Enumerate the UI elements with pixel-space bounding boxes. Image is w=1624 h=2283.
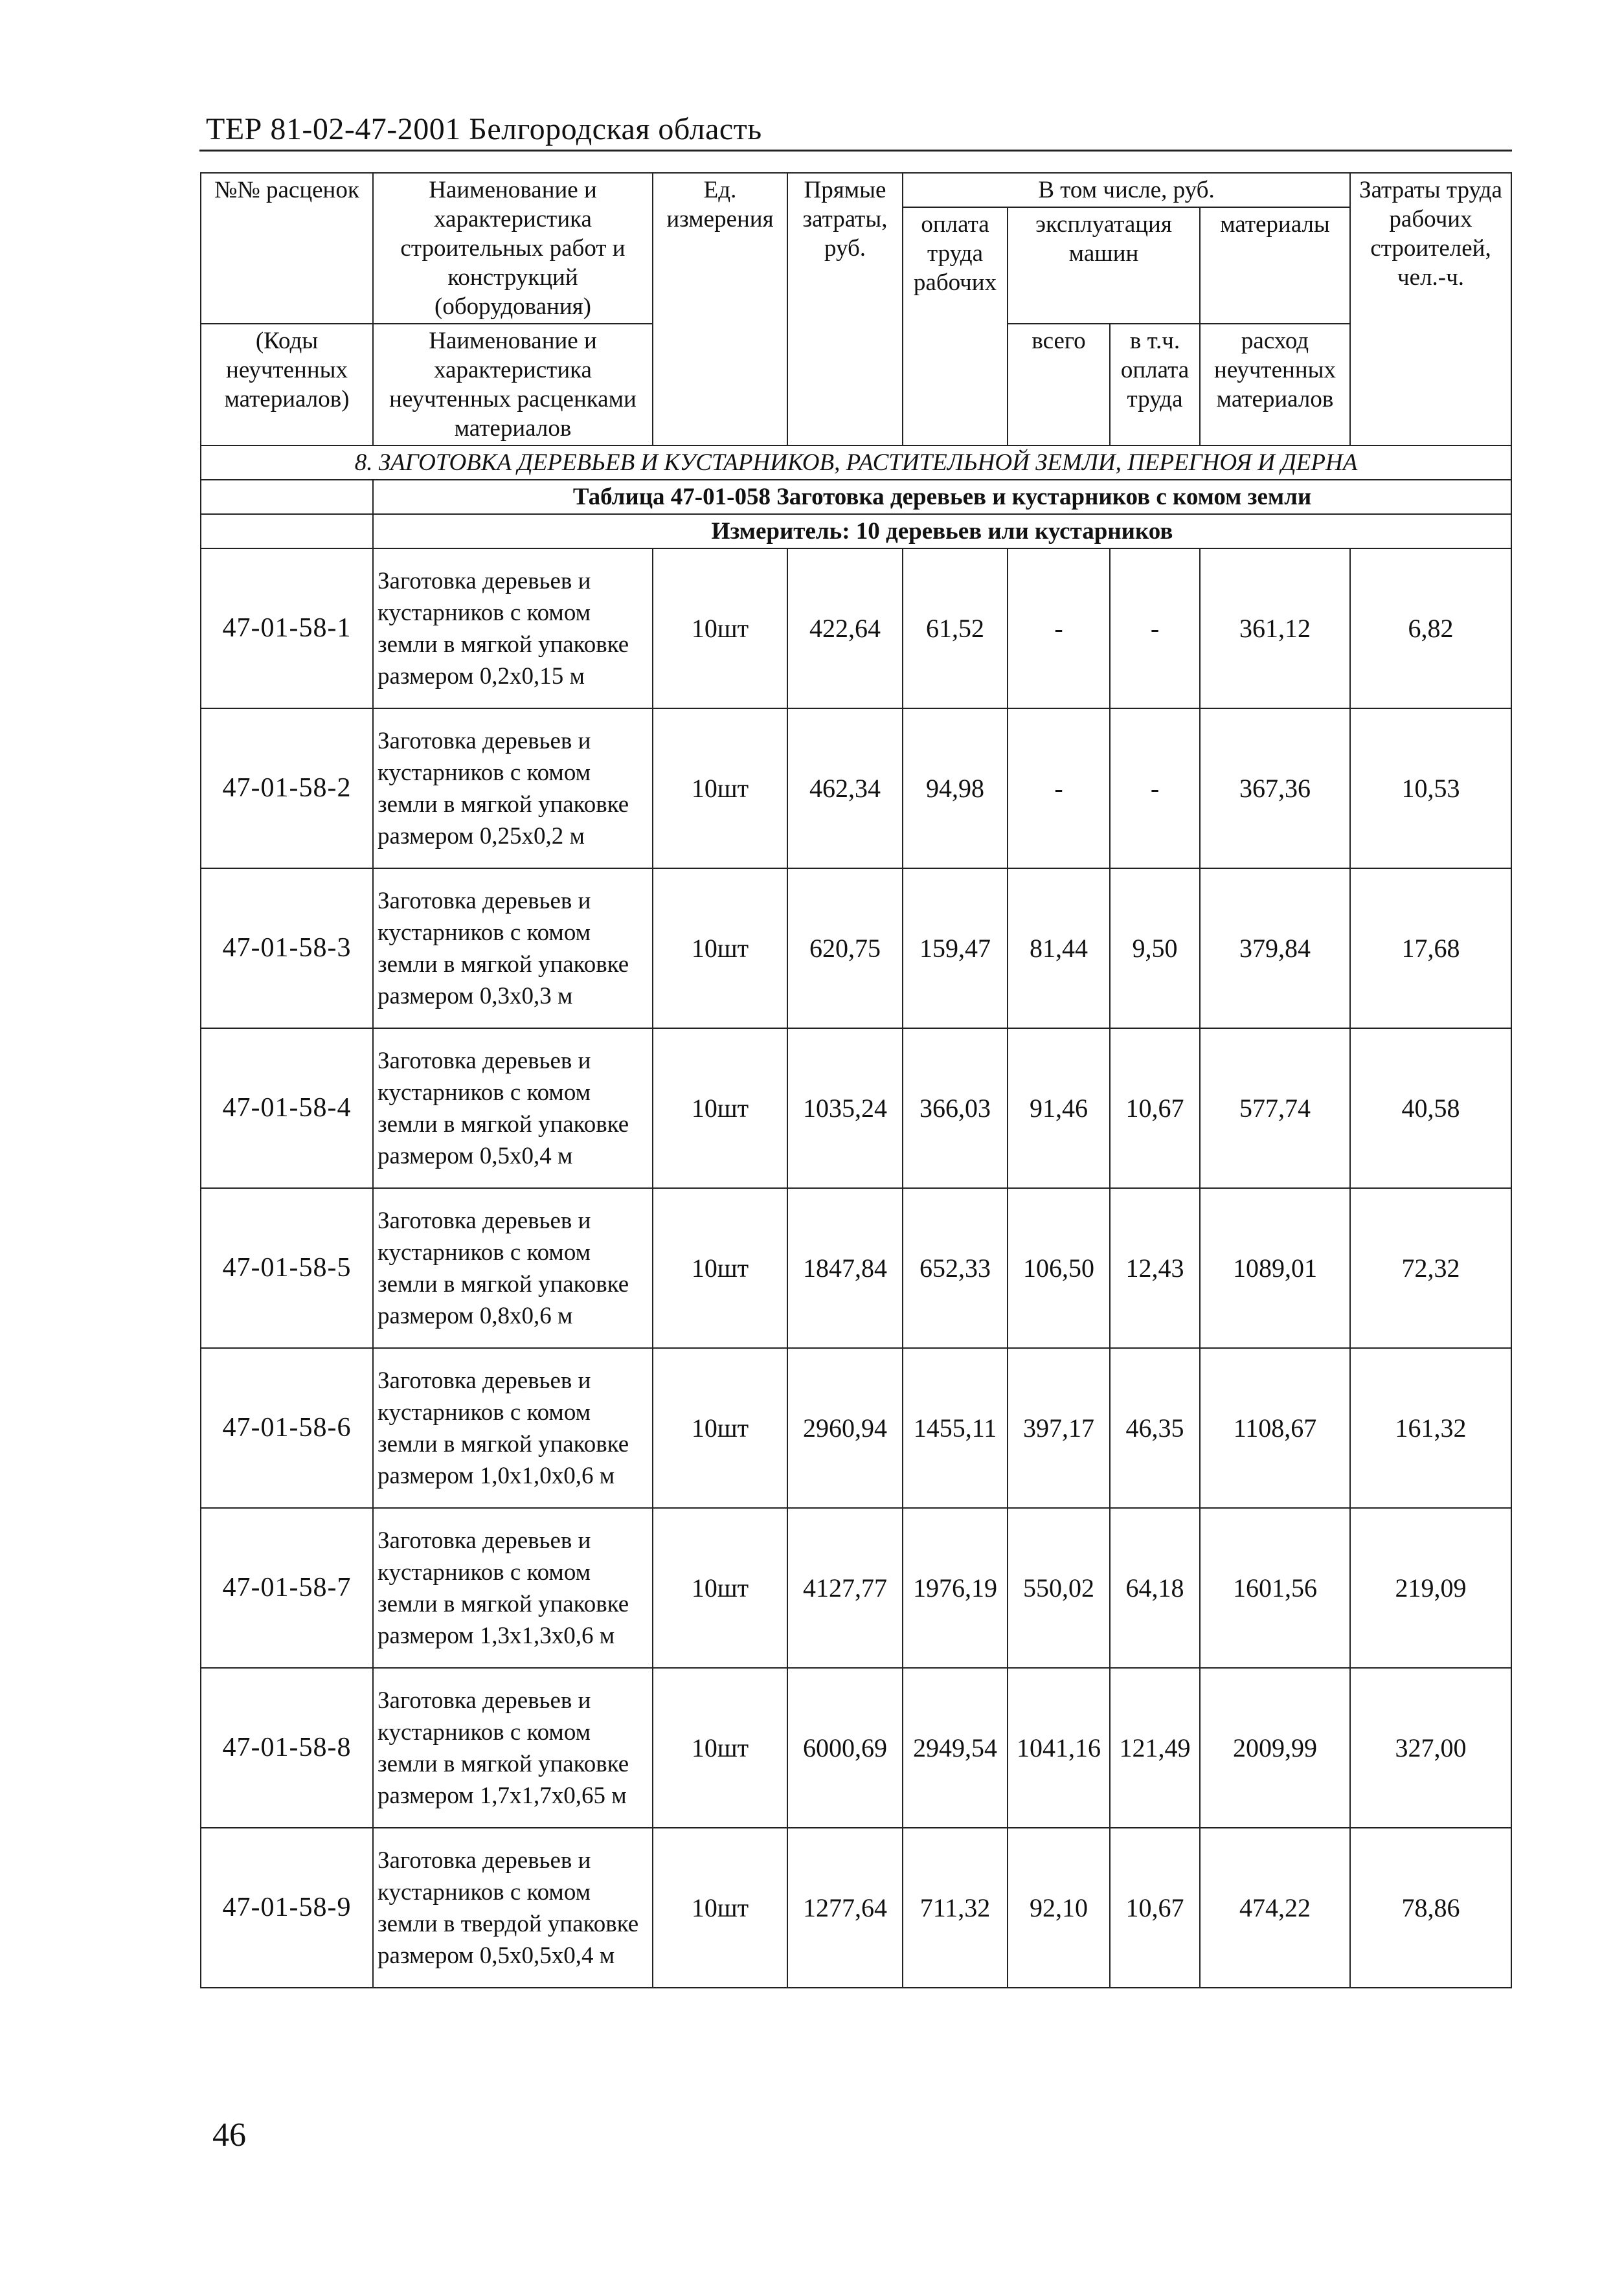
unit-cell: 10шт bbox=[653, 548, 787, 708]
rate-code: 47-01-58-8 bbox=[201, 1668, 373, 1828]
col-materials-header: материалы bbox=[1200, 207, 1350, 324]
labor-cell: 10,53 bbox=[1350, 708, 1511, 868]
wages-cell: 1976,19 bbox=[903, 1508, 1008, 1668]
col-wages-header: оплата труда рабочих bbox=[903, 207, 1008, 445]
unit-cell: 10шт bbox=[653, 1828, 787, 1988]
table-row bbox=[201, 1188, 1511, 1348]
rate-description: Заготовка деревьев и кустарников с комом земли в мягкой упаковке размером 0,8х0,6 м bbox=[373, 1188, 653, 1348]
materials-cell: 379,84 bbox=[1200, 868, 1350, 1028]
wages-cell: 159,47 bbox=[903, 868, 1008, 1028]
machines-total-cell: - bbox=[1008, 708, 1110, 868]
table-title-row bbox=[201, 480, 1511, 514]
col-machines-header: эксплуатация машин bbox=[1008, 207, 1200, 324]
rate-description: Заготовка деревьев и кустарников с комом земли в мягкой упаковке размером 0,5х0,4 м bbox=[373, 1028, 653, 1188]
unit-cell: 10шт bbox=[653, 1348, 787, 1508]
labor-cell: 219,09 bbox=[1350, 1508, 1511, 1668]
section-title: 8. ЗАГОТОВКА ДЕРЕВЬЕВ И КУСТАРНИКОВ, РАСТИТЕЛЬНОЙ ЗЕМЛИ, ПЕРЕГНОЯ И ДЕРНА bbox=[201, 445, 1511, 480]
machines-total-cell: 550,02 bbox=[1008, 1508, 1110, 1668]
col-machines-total-header: всего bbox=[1008, 324, 1110, 445]
unit-cell: 10шт bbox=[653, 708, 787, 868]
rate-description: Заготовка деревьев и кустарников с комом земли в мягкой упаковке размером 1,7х1,7х0,65 м bbox=[373, 1668, 653, 1828]
machines-total-cell: 91,46 bbox=[1008, 1028, 1110, 1188]
machines-total-cell: 92,10 bbox=[1008, 1828, 1110, 1988]
rate-description: Заготовка деревьев и кустарников с комом земли в мягкой упаковке размером 0,3х0,3 м bbox=[373, 868, 653, 1028]
rate-description: Заготовка деревьев и кустарников с комом земли в мягкой упаковке размером 0,2х0,15 м bbox=[373, 548, 653, 708]
rate-code: 47-01-58-6 bbox=[201, 1348, 373, 1508]
direct-cost-cell: 422,64 bbox=[787, 548, 903, 708]
machines-wages-cell: - bbox=[1110, 708, 1200, 868]
header-row-1 bbox=[201, 173, 1511, 207]
wages-cell: 652,33 bbox=[903, 1188, 1008, 1348]
materials-cell: 1089,01 bbox=[1200, 1188, 1350, 1348]
direct-cost-cell: 1035,24 bbox=[787, 1028, 903, 1188]
table-row bbox=[201, 708, 1511, 868]
rate-code: 47-01-58-2 bbox=[201, 708, 373, 868]
materials-cell: 474,22 bbox=[1200, 1828, 1350, 1988]
wages-cell: 711,32 bbox=[903, 1828, 1008, 1988]
table-title: Таблица 47-01-058 Заготовка деревьев и кустарников с комом земли bbox=[373, 480, 1511, 514]
section-row bbox=[201, 445, 1511, 480]
wages-cell: 2949,54 bbox=[903, 1668, 1008, 1828]
unit-cell: 10шт bbox=[653, 1508, 787, 1668]
machines-wages-cell: 12,43 bbox=[1110, 1188, 1200, 1348]
direct-cost-cell: 1847,84 bbox=[787, 1188, 903, 1348]
rates-table bbox=[200, 172, 1512, 1988]
col-unit-header: Ед. измерения bbox=[653, 173, 787, 445]
labor-cell: 40,58 bbox=[1350, 1028, 1511, 1188]
wages-cell: 1455,11 bbox=[903, 1348, 1008, 1508]
machines-total-cell: 1041,16 bbox=[1008, 1668, 1110, 1828]
direct-cost-cell: 620,75 bbox=[787, 868, 903, 1028]
labor-cell: 72,32 bbox=[1350, 1188, 1511, 1348]
materials-cell: 577,74 bbox=[1200, 1028, 1350, 1188]
machines-wages-cell: 121,49 bbox=[1110, 1668, 1200, 1828]
machines-wages-cell: 10,67 bbox=[1110, 1028, 1200, 1188]
measure-spacer bbox=[201, 514, 373, 548]
rate-description: Заготовка деревьев и кустарников с комом земли в мягкой упаковке размером 0,25х0,2 м bbox=[373, 708, 653, 868]
col-direct-header: Прямые затраты, руб. bbox=[787, 173, 903, 445]
machines-wages-cell: 46,35 bbox=[1110, 1348, 1200, 1508]
rate-code: 47-01-58-5 bbox=[201, 1188, 373, 1348]
table-row bbox=[201, 1028, 1511, 1188]
direct-cost-cell: 462,34 bbox=[787, 708, 903, 868]
rate-code: 47-01-58-3 bbox=[201, 868, 373, 1028]
col-code-alt-header: (Коды неучтенных материалов) bbox=[201, 324, 373, 445]
machines-wages-cell: - bbox=[1110, 548, 1200, 708]
measure-label: Измеритель: 10 деревьев или кустарников bbox=[373, 514, 1511, 548]
rate-description: Заготовка деревьев и кустарников с комом земли в мягкой упаковке размером 1,0х1,0х0,6 м bbox=[373, 1348, 653, 1508]
machines-wages-cell: 9,50 bbox=[1110, 868, 1200, 1028]
col-labor-header: Затраты труда рабочих строителей, чел.-ч. bbox=[1350, 173, 1511, 445]
labor-cell: 17,68 bbox=[1350, 868, 1511, 1028]
rate-code: 47-01-58-7 bbox=[201, 1508, 373, 1668]
rate-description: Заготовка деревьев и кустарников с комом земли в твердой упаковке размером 0,5х0,5х0,4 м bbox=[373, 1828, 653, 1988]
labor-cell: 161,32 bbox=[1350, 1348, 1511, 1508]
table-row bbox=[201, 1828, 1511, 1988]
rate-description: Заготовка деревьев и кустарников с комом земли в мягкой упаковке размером 1,3х1,3х0,6 м bbox=[373, 1508, 653, 1668]
machines-wages-cell: 64,18 bbox=[1110, 1508, 1200, 1668]
col-name-alt-header: Наименование и характеристика неучтенных расценками материалов bbox=[373, 324, 653, 445]
materials-cell: 2009,99 bbox=[1200, 1668, 1350, 1828]
table-row bbox=[201, 868, 1511, 1028]
machines-total-cell: 106,50 bbox=[1008, 1188, 1110, 1348]
page-number: 46 bbox=[212, 2117, 246, 2154]
wages-cell: 366,03 bbox=[903, 1028, 1008, 1188]
col-machines-wages-header: в т.ч. оплата труда bbox=[1110, 324, 1200, 445]
materials-cell: 1601,56 bbox=[1200, 1508, 1350, 1668]
materials-cell: 1108,67 bbox=[1200, 1348, 1350, 1508]
table-row bbox=[201, 1508, 1511, 1668]
rate-code: 47-01-58-9 bbox=[201, 1828, 373, 1988]
page-header: ТЕР 81-02-47-2001 Белгородская область bbox=[206, 112, 762, 146]
col-incl-header: В том числе, руб. bbox=[903, 173, 1350, 207]
table-row bbox=[201, 1668, 1511, 1828]
header-rule bbox=[199, 150, 1512, 152]
direct-cost-cell: 2960,94 bbox=[787, 1348, 903, 1508]
machines-total-cell: 397,17 bbox=[1008, 1348, 1110, 1508]
labor-cell: 78,86 bbox=[1350, 1828, 1511, 1988]
unit-cell: 10шт bbox=[653, 1188, 787, 1348]
col-name-header: Наименование и характеристика строительных работ и конструкций (оборудования) bbox=[373, 173, 653, 324]
col-materials-alt-header: расход неучтенных материалов bbox=[1200, 324, 1350, 445]
labor-cell: 327,00 bbox=[1350, 1668, 1511, 1828]
col-code-header: №№ расценок bbox=[201, 173, 373, 324]
rate-code: 47-01-58-1 bbox=[201, 548, 373, 708]
direct-cost-cell: 1277,64 bbox=[787, 1828, 903, 1988]
wages-cell: 61,52 bbox=[903, 548, 1008, 708]
direct-cost-cell: 6000,69 bbox=[787, 1668, 903, 1828]
measure-row bbox=[201, 514, 1511, 548]
materials-cell: 367,36 bbox=[1200, 708, 1350, 868]
unit-cell: 10шт bbox=[653, 1028, 787, 1188]
machines-total-cell: 81,44 bbox=[1008, 868, 1110, 1028]
materials-cell: 361,12 bbox=[1200, 548, 1350, 708]
machines-total-cell: - bbox=[1008, 548, 1110, 708]
table-title-spacer bbox=[201, 480, 373, 514]
table-row bbox=[201, 548, 1511, 708]
rate-code: 47-01-58-4 bbox=[201, 1028, 373, 1188]
unit-cell: 10шт bbox=[653, 868, 787, 1028]
machines-wages-cell: 10,67 bbox=[1110, 1828, 1200, 1988]
table-row bbox=[201, 1348, 1511, 1508]
labor-cell: 6,82 bbox=[1350, 548, 1511, 708]
wages-cell: 94,98 bbox=[903, 708, 1008, 868]
direct-cost-cell: 4127,77 bbox=[787, 1508, 903, 1668]
unit-cell: 10шт bbox=[653, 1668, 787, 1828]
